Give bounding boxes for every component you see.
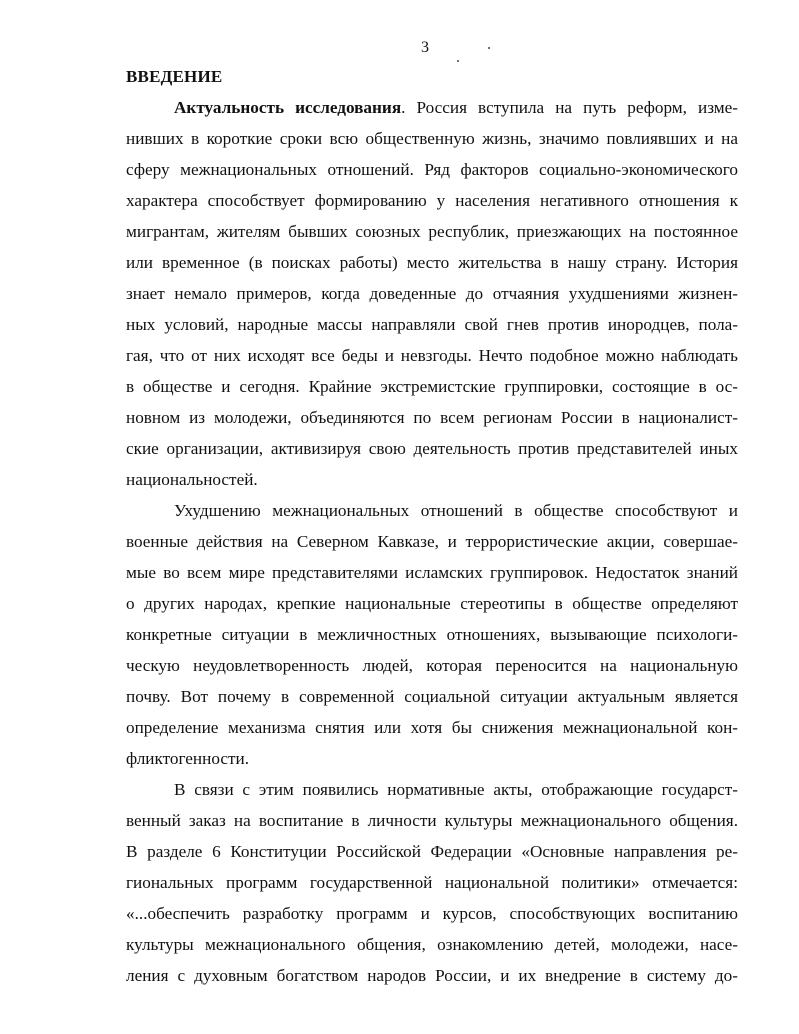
- paragraph-line: гиональных программ государственной национальной политики» отмечается:: [126, 873, 738, 892]
- paragraph-line: нивших в короткие сроки всю общественную жизнь, значимо повлиявших и на: [126, 129, 738, 148]
- paragraph-line: [174, 97, 738, 119]
- paragraph-line: венный заказ на воспитание в личности культуры межнационального общения.: [126, 811, 738, 830]
- scan-speck: [488, 47, 490, 49]
- paragraph-line: в обществе и сегодня. Крайние экстремистские группировки, состоящие в ос-: [126, 377, 738, 396]
- paragraph-line: военные действия на Северном Кавказе, и террористические акции, совершае-: [126, 532, 738, 551]
- paragraph-line: В связи с этим появились нормативные акты, отображающие государст-: [174, 780, 738, 799]
- paragraph-line: ных условий, народные массы направляли свой гнев против инородцев, пола-: [126, 315, 738, 334]
- paragraph-line: конкретные ситуации в межличностных отношениях, вызывающие психологи-: [126, 625, 738, 644]
- paragraph-line: фликтогенности.: [126, 749, 249, 768]
- paragraph-line: мигрантам, жителям бывших союзных республик, приезжающих на постоянное: [126, 222, 738, 241]
- lead-phrase-rest: . Россия вступила на путь реформ, изме-: [401, 98, 739, 117]
- section-heading: ВВЕДЕНИЕ: [126, 67, 223, 86]
- paragraph-line: ские организации, активизируя свою деятельность против представителей иных: [126, 439, 738, 458]
- paragraph-line: характера способствует формированию у населения негативного отношения к: [126, 191, 738, 210]
- paragraph-line: мые во всем мире представителями исламских группировок. Недостаток знаний: [126, 563, 738, 582]
- paragraph-line: почву. Вот почему в современной социальной ситуации актуальным является: [126, 687, 738, 706]
- paragraph-line: ческую неудовлетворенность людей, которая переносится на национальную: [126, 656, 738, 675]
- paragraph-line: В разделе 6 Конституции Российской Федерации «Основные направления ре-: [126, 842, 738, 861]
- paragraph-line: ления с духовным богатством народов России, и их внедрение в систему до-: [126, 966, 738, 985]
- paragraph-line: Ухудшению межнациональных отношений в обществе способствуют и: [174, 501, 738, 520]
- paragraph-line: «...обеспечить разработку программ и курсов, способствующих воспитанию: [126, 904, 738, 923]
- page-number: 3: [421, 39, 429, 56]
- paragraph-line: национальностей.: [126, 470, 258, 489]
- paragraph-line: знает немало примеров, когда доведенные до отчаяния ухудшениями жизнен-: [126, 284, 738, 303]
- paragraph-line: или временное (в поисках работы) место жительства в нашу страну. История: [126, 253, 738, 272]
- scan-speck: [457, 60, 459, 62]
- paragraph-line: культуры межнационального общения, ознакомлению детей, молодежи, насе-: [126, 935, 738, 954]
- paragraph-line: гая, что от них исходят все беды и невзгоды. Нечто подобное можно наблюдать: [126, 346, 738, 365]
- paragraph-line: новном из молодежи, объединяются по всем регионам России в националист-: [126, 408, 738, 427]
- paragraph-line: о других народах, крепкие национальные стереотипы в обществе определяют: [126, 594, 738, 613]
- paragraph-line: определение механизма снятия или хотя бы снижения межнациональной кон-: [126, 718, 738, 737]
- paragraph-line: сферу межнациональных отношений. Ряд факторов социально-экономического: [126, 160, 738, 179]
- lead-phrase: Актуальность исследования: [174, 98, 402, 117]
